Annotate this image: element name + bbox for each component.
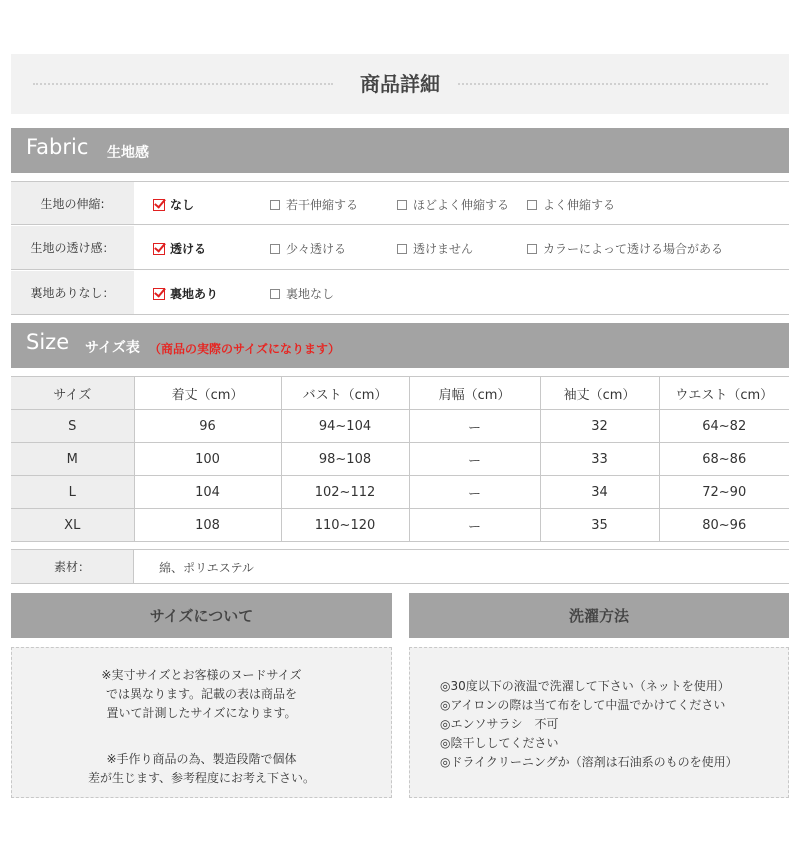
about-size-header: サイズについて [11, 593, 392, 638]
option: 裏地なし [270, 285, 334, 302]
washing-line: ◎ドライクリーニングか（溶剤は石油系のものを使用） [440, 755, 738, 769]
checkbox-checked-icon [153, 288, 165, 300]
table-cell: 32 [540, 410, 659, 443]
table-cell: 98~108 [281, 443, 409, 476]
size-section-jp: サイズ表 [85, 340, 140, 356]
table-cell: 110~120 [281, 509, 409, 542]
table-row [11, 509, 789, 542]
size-section-en: Size [26, 330, 70, 354]
about-size-line: ※手作り商品の為、製造段階で個体 [106, 752, 297, 766]
checkbox-empty-icon [397, 200, 407, 210]
size-label-cell: S [11, 410, 134, 443]
size-section-header [11, 323, 789, 368]
table-cell: 34 [540, 476, 659, 509]
fabric-section-jp: 生地感 [107, 145, 149, 161]
option-checked: なし [153, 196, 194, 213]
checkbox-empty-icon [270, 289, 280, 299]
size-table-header: ウエスト（cm） [659, 377, 789, 410]
table-cell: 108 [134, 509, 281, 542]
checkbox-empty-icon [527, 244, 537, 254]
about-size-line: 差が生じます、参考程度にお考え下さい。 [87, 771, 316, 785]
option: カラーによって透ける場合がある [527, 240, 723, 257]
fabric-row-label: 生地の透け感： [11, 226, 134, 269]
table-row [11, 410, 789, 443]
fabric-section-en: Fabric [26, 135, 89, 159]
table-cell: 68~86 [659, 443, 789, 476]
table-cell: 80~96 [659, 509, 789, 542]
size-table-header: 着丈（cm） [134, 377, 281, 410]
size-label-cell: M [11, 443, 134, 476]
table-cell: 100 [134, 443, 281, 476]
checkbox-empty-icon [397, 244, 407, 254]
table-cell: 64~82 [659, 410, 789, 443]
about-size-line: 置いて計測したサイズになります。 [106, 706, 297, 720]
table-cell: 33 [540, 443, 659, 476]
size-label-cell: L [11, 476, 134, 509]
material-row [11, 549, 789, 584]
about-size-line: では異なります。記載の表は商品を [105, 687, 298, 701]
fabric-row-label: 生地の伸縮: [11, 182, 134, 224]
size-table-header: バスト（cm） [281, 377, 409, 410]
material-value: 綿、ポリエステル [159, 561, 254, 575]
washing-line: ◎アイロンの際は当て布をして中温でかけてください [440, 698, 726, 712]
checkbox-empty-icon [270, 244, 280, 254]
size-table-header-row [11, 377, 789, 410]
fabric-row-stretch [11, 181, 789, 225]
size-table-header: 袖丈（cm） [540, 377, 659, 410]
fabric-row-lining [11, 271, 789, 315]
table-cell: 94~104 [281, 410, 409, 443]
option: よく伸縮する [527, 196, 615, 213]
about-size-box [11, 647, 392, 798]
washing-line: ◎陰干ししてください [440, 736, 559, 750]
material-label: 素材： [11, 550, 134, 583]
table-cell: ー [409, 410, 540, 443]
option-checked: 裏地あり [153, 285, 218, 302]
option: 若干伸縮する [270, 196, 358, 213]
page-title-box [11, 54, 789, 114]
washing-box [409, 647, 789, 798]
size-table-header: 肩幅（cm） [409, 377, 540, 410]
checkbox-empty-icon [527, 200, 537, 210]
table-cell: 96 [134, 410, 281, 443]
washing-line: ◎エンソサラシ 不可 [440, 717, 559, 731]
table-cell: 35 [540, 509, 659, 542]
option: 透けません [397, 240, 473, 257]
washing-header: 洗濯方法 [409, 593, 789, 638]
fabric-row-sheer [11, 226, 789, 270]
fabric-row-label: 裏地ありなし： [11, 271, 134, 314]
checkbox-checked-icon [153, 199, 165, 211]
option-checked: 透ける [153, 240, 206, 257]
table-cell: ー [409, 509, 540, 542]
size-section-note: （商品の実際のサイズになります） [149, 342, 341, 356]
table-row [11, 443, 789, 476]
size-label-cell: XL [11, 509, 134, 542]
option: ほどよく伸縮する [397, 196, 509, 213]
fabric-section-header [11, 128, 789, 173]
table-cell: ー [409, 476, 540, 509]
table-cell: ー [409, 443, 540, 476]
option: 少々透ける [270, 240, 346, 257]
table-cell: 102~112 [281, 476, 409, 509]
table-cell: 104 [134, 476, 281, 509]
about-size-line: ※実寸サイズとお客様のヌードサイズ [101, 668, 302, 682]
size-table [11, 376, 789, 542]
size-table-header: サイズ [11, 377, 134, 410]
checkbox-empty-icon [270, 200, 280, 210]
washing-line: ◎30度以下の液温で洗濯して下さい（ネットを使用） [440, 679, 730, 693]
checkbox-checked-icon [153, 243, 165, 255]
table-cell: 72~90 [659, 476, 789, 509]
table-row [11, 476, 789, 509]
page-title: 商品詳細 [360, 72, 440, 96]
